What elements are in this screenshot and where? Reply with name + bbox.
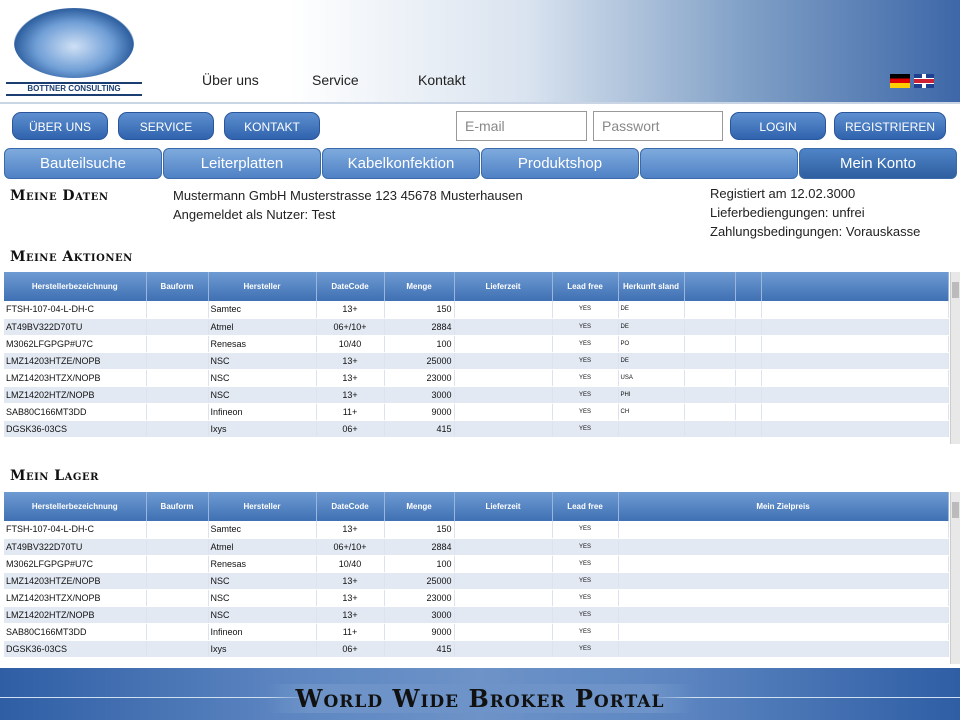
table-cell: YES [552, 606, 618, 623]
table-cell [146, 572, 208, 589]
topnav-service[interactable]: Service [312, 72, 359, 88]
column-header[interactable]: Mein Zielpreis [618, 492, 948, 521]
aktionen-scrollbar[interactable] [950, 272, 960, 444]
table-cell: AT49BV322D70TU [4, 318, 146, 335]
topnav-ueber-uns[interactable]: Über uns [202, 72, 259, 88]
table-row[interactable] [4, 335, 948, 352]
column-header[interactable]: Lieferzeit [454, 272, 552, 301]
table-cell [146, 352, 208, 369]
table-cell: 06+ [316, 420, 384, 437]
company-logo[interactable] [6, 4, 146, 96]
tab-empty[interactable] [640, 148, 798, 179]
column-header[interactable]: Lead free [552, 272, 618, 301]
table-cell [684, 318, 735, 335]
table-cell [761, 318, 948, 335]
table-cell [735, 301, 761, 318]
column-header[interactable]: Herstellerbezeichnung [4, 272, 146, 301]
table-cell: 13+ [316, 369, 384, 386]
table-cell: YES [552, 572, 618, 589]
table-cell [146, 369, 208, 386]
kontakt-button[interactable]: KONTAKT [224, 112, 320, 140]
table-cell: 9000 [384, 623, 454, 640]
table-cell: NSC [208, 606, 316, 623]
table-cell [761, 403, 948, 420]
table-cell [684, 369, 735, 386]
table-cell: FTSH-107-04-L-DH-C [4, 521, 146, 538]
column-header[interactable]: Hersteller [208, 272, 316, 301]
tab-bauteilsuche[interactable]: Bauteilsuche [4, 148, 162, 179]
table-cell: 13+ [316, 521, 384, 538]
table-cell: PO [618, 335, 684, 352]
table-cell: 3000 [384, 606, 454, 623]
column-header[interactable]: Lead free [552, 492, 618, 521]
table-cell: 23000 [384, 589, 454, 606]
table-cell: Infineon [208, 623, 316, 640]
table-cell [454, 640, 552, 657]
delivery-terms: Lieferbediengungen: unfrei [710, 205, 865, 220]
column-header[interactable]: Menge [384, 492, 454, 521]
table-cell: 13+ [316, 572, 384, 589]
table-cell: LMZ14203HTZX/NOPB [4, 369, 146, 386]
table-cell: 10/40 [316, 335, 384, 352]
aktionen-table [4, 272, 949, 438]
table-cell: DGSK36-03CS [4, 420, 146, 437]
table-cell: 25000 [384, 352, 454, 369]
table-cell: YES [552, 318, 618, 335]
table-cell [454, 352, 552, 369]
ueber-uns-button[interactable]: ÜBER UNS [12, 112, 108, 140]
table-cell [618, 538, 948, 555]
table-row[interactable] [4, 369, 948, 386]
tab-produktshop[interactable]: Produktshop [481, 148, 639, 179]
table-cell: 100 [384, 555, 454, 572]
table-cell: Infineon [208, 403, 316, 420]
column-header[interactable]: DateCode [316, 272, 384, 301]
table-cell: YES [552, 335, 618, 352]
table-cell [735, 352, 761, 369]
table-cell [618, 640, 948, 657]
table-cell: CH [618, 403, 684, 420]
table-row[interactable] [4, 420, 948, 437]
password-field[interactable]: Passwort [593, 111, 723, 141]
table-row[interactable] [4, 386, 948, 403]
column-header[interactable]: Menge [384, 272, 454, 301]
column-header[interactable]: Herstellerbezeichnung [4, 492, 146, 521]
login-button[interactable]: LOGIN [730, 112, 826, 140]
table-cell: NSC [208, 589, 316, 606]
column-header[interactable]: DateCode [316, 492, 384, 521]
table-cell [146, 318, 208, 335]
table-cell: 13+ [316, 301, 384, 318]
table-cell [684, 386, 735, 403]
table-row[interactable] [4, 318, 948, 335]
mein-lager-title: Mein Lager [10, 468, 99, 484]
table-cell: LMZ14203HTZE/NOPB [4, 352, 146, 369]
table-cell: Atmel [208, 538, 316, 555]
table-cell: YES [552, 521, 618, 538]
table-cell [146, 640, 208, 657]
column-header[interactable]: Lieferzeit [454, 492, 552, 521]
table-cell: 415 [384, 640, 454, 657]
header-divider [0, 102, 960, 104]
registrieren-button[interactable]: REGISTRIEREN [834, 112, 946, 140]
table-cell: YES [552, 589, 618, 606]
table-cell [454, 301, 552, 318]
table-cell [146, 589, 208, 606]
table-cell: Samtec [208, 521, 316, 538]
table-cell: LMZ14202HTZ/NOPB [4, 606, 146, 623]
table-cell: SAB80C166MT3DD [4, 623, 146, 640]
meine-aktionen-title: Meine Aktionen [10, 249, 133, 265]
table-cell: YES [552, 623, 618, 640]
table-row[interactable] [4, 521, 948, 538]
table-cell: YES [552, 538, 618, 555]
table-cell [618, 589, 948, 606]
table-cell [684, 301, 735, 318]
table-row[interactable] [4, 572, 948, 589]
table-cell: YES [552, 301, 618, 318]
table-cell: M3062LFGPGP#U7C [4, 555, 146, 572]
table-cell: 150 [384, 521, 454, 538]
account-address: Mustermann GmbH Musterstrasse 123 45678 Musterhausen [173, 188, 523, 203]
email-field[interactable]: E-mail [456, 111, 587, 141]
table-cell [618, 555, 948, 572]
footer-title [0, 684, 960, 713]
table-cell: LMZ14203HTZX/NOPB [4, 589, 146, 606]
table-cell: FTSH-107-04-L-DH-C [4, 301, 146, 318]
table-cell: NSC [208, 386, 316, 403]
table-row[interactable] [4, 301, 948, 318]
table-cell: 13+ [316, 352, 384, 369]
table-row[interactable] [4, 623, 948, 640]
table-cell [454, 420, 552, 437]
table-cell: 13+ [316, 386, 384, 403]
column-header[interactable] [735, 272, 761, 301]
table-cell: USA [618, 369, 684, 386]
table-cell: 100 [384, 335, 454, 352]
table-row[interactable] [4, 555, 948, 572]
table-cell: 11+ [316, 403, 384, 420]
table-cell [735, 335, 761, 352]
table-cell [761, 420, 948, 437]
table-cell [146, 403, 208, 420]
meine-daten-title: Meine Daten [10, 188, 109, 204]
table-cell: 11+ [316, 623, 384, 640]
table-cell: YES [552, 640, 618, 657]
tab-kabelkonfektion[interactable]: Kabelkonfektion [322, 148, 480, 179]
table-cell [761, 352, 948, 369]
lager-scrollbar[interactable] [950, 492, 960, 664]
table-cell [146, 335, 208, 352]
table-cell: LMZ14202HTZ/NOPB [4, 386, 146, 403]
scrollbar-thumb[interactable] [952, 282, 959, 298]
table-cell: 25000 [384, 572, 454, 589]
table-cell: 10/40 [316, 555, 384, 572]
scrollbar-thumb[interactable] [952, 502, 959, 518]
table-cell [146, 555, 208, 572]
table-cell: Ixys [208, 420, 316, 437]
table-cell [618, 521, 948, 538]
table-cell [761, 301, 948, 318]
table-cell [146, 521, 208, 538]
table-cell: Samtec [208, 301, 316, 318]
table-cell [146, 606, 208, 623]
table-cell [735, 386, 761, 403]
lager-table [4, 492, 949, 658]
table-cell: 2884 [384, 538, 454, 555]
account-user: Angemeldet als Nutzer: Test [173, 207, 336, 222]
table-cell: Renesas [208, 335, 316, 352]
table-cell: Atmel [208, 318, 316, 335]
table-cell [761, 335, 948, 352]
table-row[interactable] [4, 589, 948, 606]
table-cell: 415 [384, 420, 454, 437]
table-cell [735, 318, 761, 335]
table-cell [735, 403, 761, 420]
table-cell: 13+ [316, 606, 384, 623]
table-cell [761, 386, 948, 403]
table-cell: Renesas [208, 555, 316, 572]
table-cell: YES [552, 403, 618, 420]
table-cell: DGSK36-03CS [4, 640, 146, 657]
logo-text: BOTTNER CONSULTING [6, 82, 142, 96]
table-cell: 3000 [384, 386, 454, 403]
table-cell [454, 589, 552, 606]
globe-logo-icon [14, 8, 134, 78]
table-cell [618, 572, 948, 589]
table-cell [454, 386, 552, 403]
column-header[interactable]: Bauform [146, 272, 208, 301]
table-cell: YES [552, 386, 618, 403]
table-cell: 23000 [384, 369, 454, 386]
table-cell [146, 301, 208, 318]
table-cell: YES [552, 369, 618, 386]
table-cell: YES [552, 420, 618, 437]
table-cell: DE [618, 301, 684, 318]
table-cell [146, 623, 208, 640]
table-cell [684, 352, 735, 369]
tab-mein-konto[interactable]: Mein Konto [799, 148, 957, 179]
table-cell: YES [552, 555, 618, 572]
header [0, 0, 960, 102]
table-cell: DE [618, 352, 684, 369]
table-cell [735, 369, 761, 386]
table-row[interactable] [4, 352, 948, 369]
table-cell: AT49BV322D70TU [4, 538, 146, 555]
table-cell [618, 623, 948, 640]
table-cell [454, 606, 552, 623]
table-cell [454, 318, 552, 335]
table-cell [618, 606, 948, 623]
table-cell: 150 [384, 301, 454, 318]
table-cell: DE [618, 318, 684, 335]
table-row[interactable] [4, 403, 948, 420]
table-cell [684, 335, 735, 352]
table-cell [146, 386, 208, 403]
table-cell: YES [552, 352, 618, 369]
table-cell [454, 521, 552, 538]
table-cell [684, 403, 735, 420]
table-cell: Ixys [208, 640, 316, 657]
column-header[interactable] [761, 272, 948, 301]
table-cell [454, 555, 552, 572]
table-cell: NSC [208, 572, 316, 589]
table-cell: SAB80C166MT3DD [4, 403, 146, 420]
table-cell: 2884 [384, 318, 454, 335]
table-cell: NSC [208, 352, 316, 369]
table-cell [454, 403, 552, 420]
column-header[interactable] [684, 272, 735, 301]
table-cell [454, 335, 552, 352]
german-flag-icon[interactable] [890, 74, 910, 88]
table-cell: 06+/10+ [316, 318, 384, 335]
english-flag-icon[interactable] [914, 74, 934, 88]
service-button[interactable]: SERVICE [118, 112, 214, 140]
column-header[interactable]: Hersteller [208, 492, 316, 521]
column-header[interactable]: Herkunft sland [618, 272, 684, 301]
table-cell [618, 420, 684, 437]
topnav-kontakt[interactable]: Kontakt [418, 72, 466, 88]
table-row[interactable] [4, 538, 948, 555]
table-cell: 06+/10+ [316, 538, 384, 555]
table-cell: 9000 [384, 403, 454, 420]
payment-terms: Zahlungsbedingungen: Vorauskasse [710, 224, 921, 239]
footer-title-text: World Wide Broker Portal [266, 684, 695, 713]
table-cell [454, 623, 552, 640]
table-cell: PHI [618, 386, 684, 403]
table-row[interactable] [4, 640, 948, 657]
table-cell: LMZ14203HTZE/NOPB [4, 572, 146, 589]
table-cell: NSC [208, 369, 316, 386]
table-cell: 13+ [316, 589, 384, 606]
table-cell [146, 538, 208, 555]
table-cell: 06+ [316, 640, 384, 657]
table-cell [761, 369, 948, 386]
table-cell [146, 420, 208, 437]
table-cell: M3062LFGPGP#U7C [4, 335, 146, 352]
table-row[interactable] [4, 606, 948, 623]
table-cell [454, 538, 552, 555]
table-cell [684, 420, 735, 437]
tab-leiterplatten[interactable]: Leiterplatten [163, 148, 321, 179]
registered-date: Registiert am 12.02.3000 [710, 186, 856, 201]
table-cell [454, 572, 552, 589]
table-cell [454, 369, 552, 386]
table-cell [735, 420, 761, 437]
column-header[interactable]: Bauform [146, 492, 208, 521]
